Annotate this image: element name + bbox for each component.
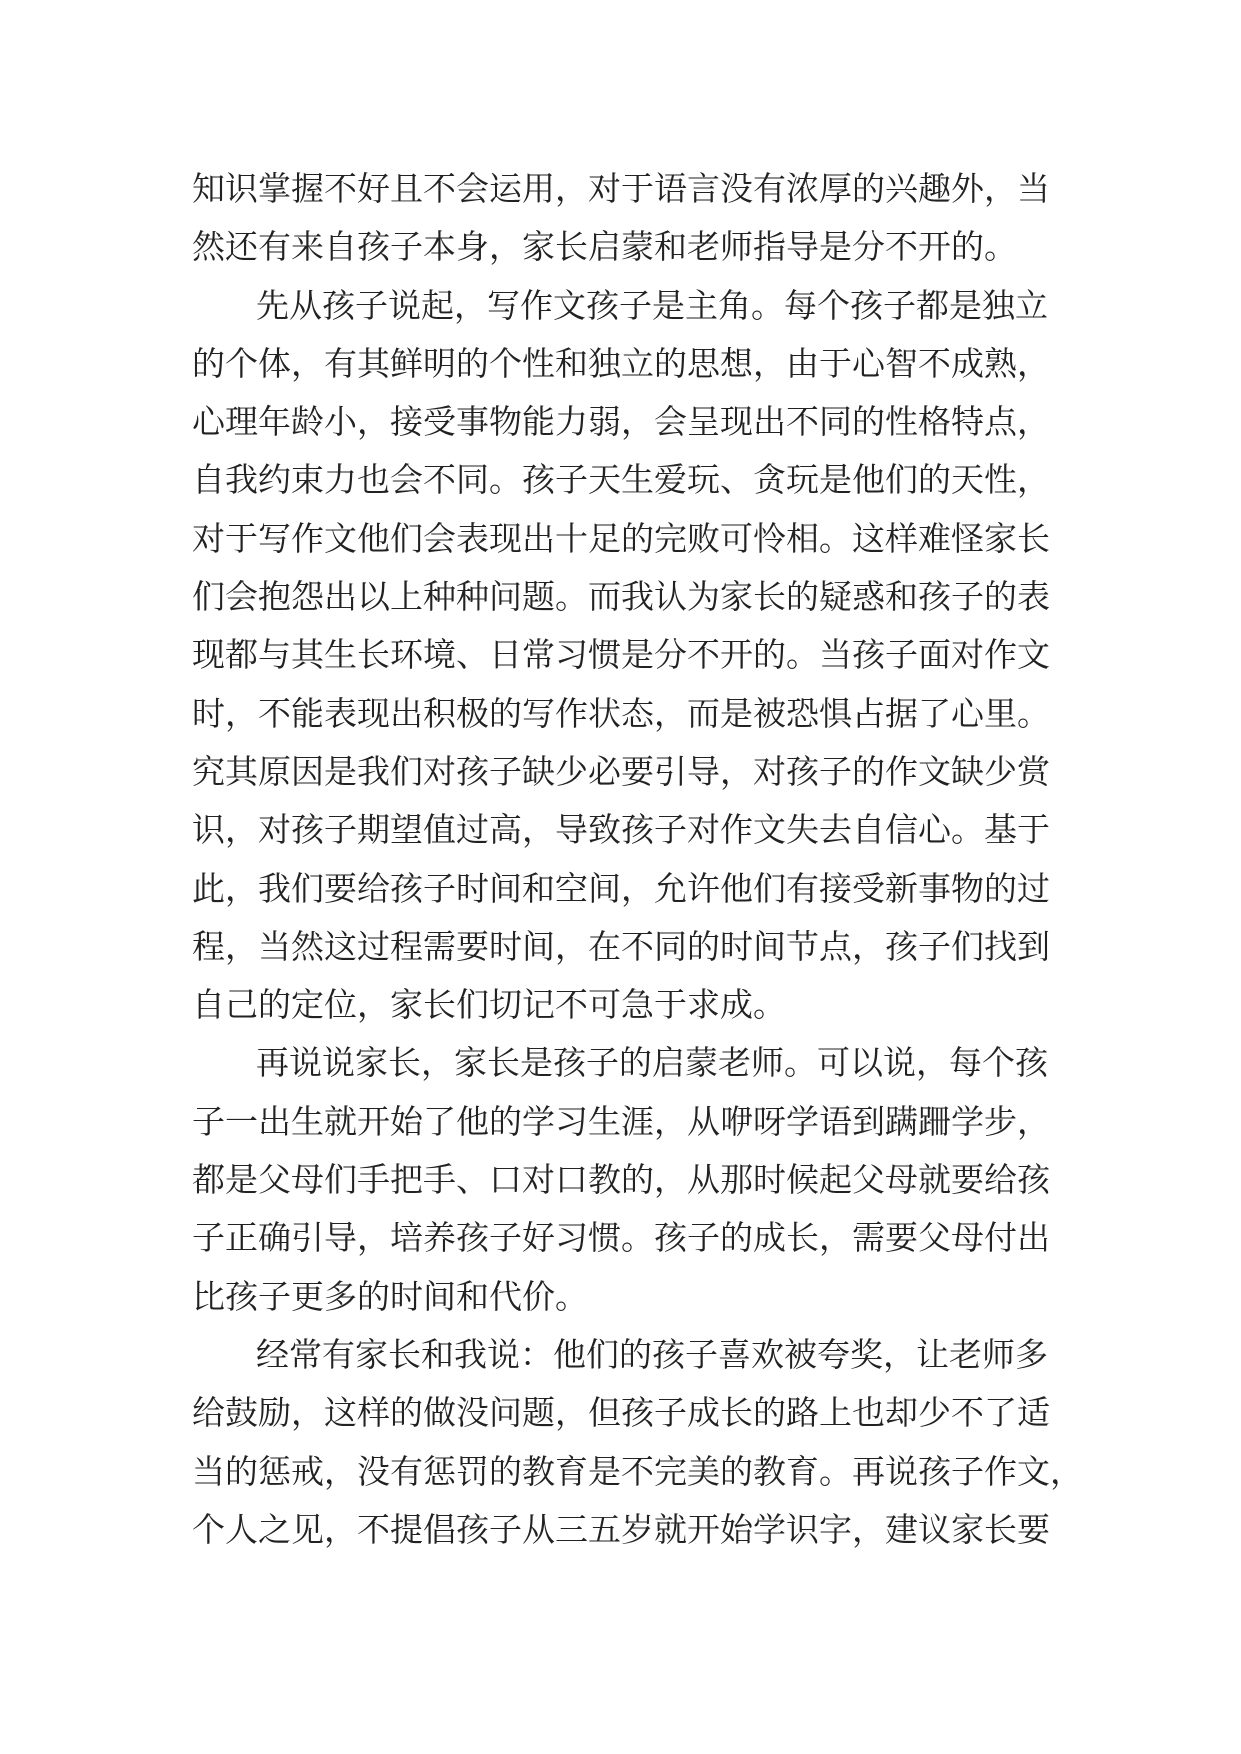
- text-line: 都是父母们手把手、口对口教的，从那时候起父母就要给孩: [192, 1160, 1050, 1200]
- text-line: 对于写作文他们会表现出十足的完败可怜相。这样难怪家长: [192, 518, 1050, 558]
- text-line: 给鼓励，这样的做没问题，但孩子成长的路上也却少不了适: [192, 1393, 1050, 1433]
- paragraph-start-line: 经常有家长和我说：他们的孩子喜欢被夸奖，让老师多: [256, 1334, 1048, 1374]
- text-line: 们会抱怨出以上种种问题。而我认为家长的疑惑和孩子的表: [192, 577, 1050, 617]
- paragraph-start-line: 再说说家长，家长是孩子的启蒙老师。可以说，每个孩: [256, 1043, 1048, 1083]
- text-line: 自己的定位，家长们切记不可急于求成。: [192, 985, 786, 1025]
- paragraph-start-line: 先从孩子说起，写作文孩子是主角。每个孩子都是独立: [256, 285, 1048, 325]
- text-line: 现都与其生长环境、日常习惯是分不开的。当孩子面对作文: [192, 635, 1050, 675]
- body-text: [192, 160, 1083, 1559]
- text-line: 然还有来自孩子本身，家长启蒙和老师指导是分不开的。: [192, 227, 1017, 267]
- text-line: 子正确引导，培养孩子好习惯。孩子的成长，需要父母付出: [192, 1218, 1050, 1258]
- text-line: 自我约束力也会不同。孩子天生爱玩、贪玩是他们的天性，: [192, 460, 1050, 500]
- text-line: 知识掌握不好且不会运用，对于语言没有浓厚的兴趣外，当: [192, 169, 1050, 208]
- text-line: 子一出生就开始了他的学习生涯，从咿呀学语到蹒跚学步，: [192, 1101, 1050, 1141]
- text-line: 心理年龄小，接受事物能力弱，会呈现出不同的性格特点，: [192, 402, 1050, 442]
- text-line: 的个体，有其鲜明的个性和独立的思想，由于心智不成熟，: [192, 343, 1050, 383]
- text-line: 此，我们要给孩子时间和空间，允许他们有接受新事物的过: [192, 868, 1050, 908]
- text-line: 比孩子更多的时间和代价。: [192, 1276, 588, 1316]
- text-line: 当的惩戒，没有惩罚的教育是不完美的教育。再说孩子作文，: [192, 1451, 1083, 1491]
- text-line: 个人之见，不提倡孩子从三五岁就开始学识字，建议家长要: [192, 1509, 1050, 1549]
- text-line: 程，当然这过程需要时间，在不同的时间节点，孩子们找到: [192, 926, 1050, 966]
- text-line: 识，对孩子期望值过高，导致孩子对作文失去自信心。基于: [192, 810, 1050, 850]
- text-line: 究其原因是我们对孩子缺少必要引导，对孩子的作文缺少赏: [192, 751, 1050, 791]
- text-line: 时，不能表现出积极的写作状态，而是被恐惧占据了心里。: [192, 693, 1050, 733]
